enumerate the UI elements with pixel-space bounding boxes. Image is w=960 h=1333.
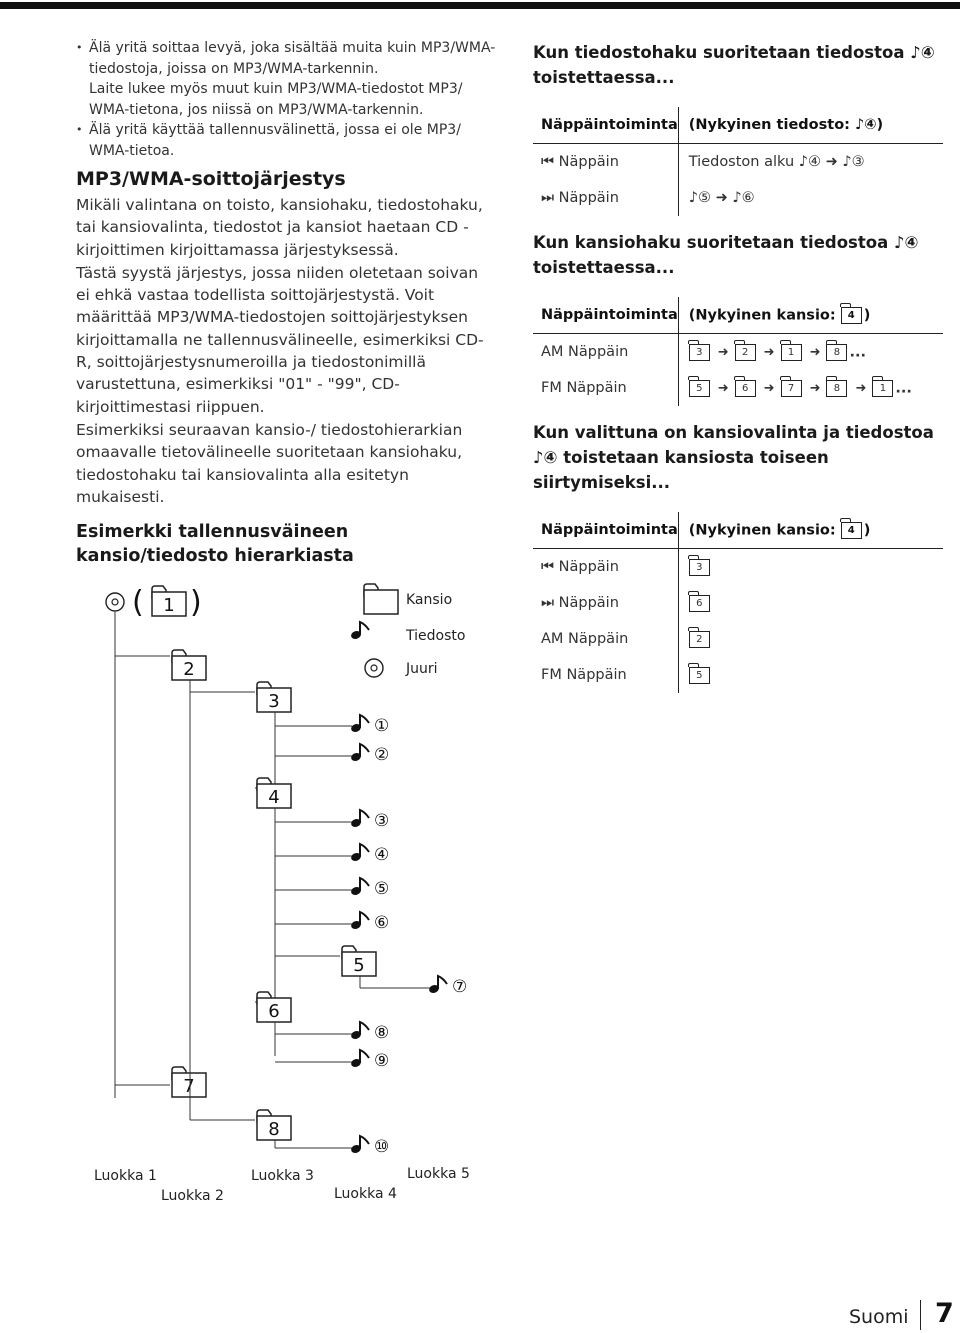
arrow-right-icon: ➜ (763, 380, 775, 396)
file-label: ② (374, 745, 390, 765)
folder-icon: 5 (689, 380, 710, 397)
folder-icon: 1 (872, 380, 893, 397)
arrow-right-icon: ➜ (809, 344, 821, 360)
arrow-right-icon: ➜ (855, 380, 867, 396)
left-column (76, 38, 496, 568)
file-label: ③ (374, 811, 390, 831)
table-header-key: Näppäintoiminta (533, 512, 678, 549)
level-label: Luokka 2 (161, 1188, 224, 1204)
music-note-icon (360, 622, 369, 635)
table-header-key: Näppäintoiminta (533, 297, 678, 334)
folder-icon: 2 (689, 631, 710, 648)
music-note-icon (360, 1136, 369, 1149)
file-label: ④ (374, 845, 390, 865)
file-label: ① (374, 716, 390, 736)
paren-close: ) (190, 585, 202, 620)
table-header-value: (Nykyinen tiedosto: ♪④) (678, 107, 943, 144)
level-label: Luokka 3 (251, 1168, 314, 1184)
level-label: Luokka 4 (334, 1186, 397, 1202)
paren-open: ( (132, 585, 144, 620)
folder-icon: 3 (689, 559, 710, 576)
table-row (533, 334, 943, 371)
music-note-icon (360, 912, 369, 925)
hierarchy-svg (90, 580, 510, 1220)
table-row (533, 144, 943, 181)
folder-label: 5 (353, 955, 365, 976)
key-label: ⏮ Näppäin (533, 144, 678, 181)
ellipsis: ... (849, 344, 866, 360)
music-note-icon (360, 878, 369, 891)
folder-icon: 3 (689, 344, 710, 361)
file-label: ⑦ (452, 977, 468, 997)
music-note-icon (438, 976, 447, 989)
folder-icon: 7 (781, 380, 802, 397)
example-title: Esimerkki tallennusväineen kansio/tiedosto hierarkiasta (76, 522, 354, 567)
table-row (533, 180, 943, 216)
footer-divider (920, 1300, 921, 1330)
result-value: Tiedoston alku ♪④ ➜ ♪③ (688, 154, 865, 170)
table-row (533, 585, 943, 621)
folder-label: 8 (268, 1119, 280, 1140)
folder-icon: 8 (826, 380, 847, 397)
legend-root-label: Juuri (406, 661, 438, 677)
folder-icon: 2 (735, 344, 756, 361)
music-note-icon (360, 744, 369, 757)
note-list (76, 38, 496, 161)
file-search-heading: Kun tiedostohaku suoritetaan tiedostoa ♪④ toistettaessa... (533, 43, 935, 87)
legend-file-label: Tiedosto (406, 628, 466, 644)
file-label: ⑤ (374, 879, 390, 899)
key-label: ⏭ Näppäin (533, 585, 678, 621)
table-row (533, 370, 943, 406)
folder-icon: 6 (689, 595, 710, 612)
disc-root-icon (112, 599, 118, 605)
music-note-icon (360, 810, 369, 823)
table-header-value (678, 512, 943, 549)
folder-icon: 5 (689, 667, 710, 684)
table-row (533, 621, 943, 657)
arrow-right-icon: ➜ (717, 344, 729, 360)
level-label: Luokka 1 (94, 1168, 157, 1184)
paragraph: Tästä syystä järjestys, jossa niiden oletetaan soivan ei ehkä vastaa todellista soittojärjestystä. Voit määrittää MP3/WMA-tiedostojen soittojärjestyksen kirjoittamalla ne tallennusvälineelle, esimerkiksi CD-R, soittojärjestysnumeroilla ja tiedostonimillä varustettuna, esimerkiksi "01" - "99", CD-kirjoittimestasi riippuen. (76, 263, 484, 416)
paragraph: Esimerkiksi seuraavan kansio-/ tiedostohierarkian omaavalle tietovälineelle suoritetaan kansiohaku, tiedostohaku tai kansiovalinta alla esitetyn mukaisesti. (76, 420, 463, 506)
footer-language: Suomi (849, 1306, 909, 1328)
folder-select-table (533, 512, 943, 693)
folder-icon: 8 (826, 344, 847, 361)
folder-label: 7 (183, 1076, 195, 1097)
top-rule (0, 2, 960, 9)
section-title: MP3/WMA-soittojärjestys (76, 168, 346, 190)
folder-icon (364, 590, 398, 614)
page-number: 7 (935, 1298, 954, 1329)
folder-label: 1 (163, 595, 175, 616)
folder-sequence (678, 370, 943, 406)
folder-label: 6 (268, 1001, 280, 1022)
folder-icon: 4 (841, 307, 862, 324)
folder-label: 2 (183, 659, 195, 680)
table-row (533, 657, 943, 693)
table-row (533, 549, 943, 586)
arrow-right-icon: ➜ (717, 380, 729, 396)
folder-icon: 4 (841, 522, 862, 539)
header-suffix: ) (863, 307, 871, 323)
file-label: ⑨ (374, 1051, 390, 1071)
header-suffix: ) (863, 522, 871, 538)
disc-root-icon (106, 593, 124, 611)
folder-label: 3 (268, 691, 280, 712)
folder-sequence (678, 334, 943, 371)
ellipsis: ... (895, 380, 912, 396)
music-note-icon (360, 844, 369, 857)
folder-select-heading: Kun valittuna on kansiovalinta ja tiedostoa ♪④ toistetaan kansiosta toiseen siirtymiseksi... (533, 423, 934, 492)
note-item: • Älä yritä soittaa levyä, joka sisältää muita kuin MP3/WMA-tiedostoja, joissa on MP3/WMA-tarkennin. (76, 38, 496, 79)
note-item: Laite lukee myös muut kuin MP3/WMA-tiedostot MP3/ WMA-tietona, jos niissä on MP3/WMA-tarkennin. (89, 81, 463, 118)
folder-icon: 1 (781, 344, 802, 361)
table-header-key: Näppäintoiminta (533, 107, 678, 144)
folder-icon: 6 (735, 380, 756, 397)
key-label: AM Näppäin (533, 334, 678, 371)
folder-label: 4 (268, 787, 280, 808)
file-label: ⑧ (374, 1023, 390, 1043)
header-prefix: (Nykyinen kansio: (688, 307, 841, 323)
level-label: Luokka 5 (407, 1166, 470, 1182)
music-note-icon (360, 715, 369, 728)
hierarchy-diagram (90, 580, 510, 1220)
disc-root-icon (371, 665, 377, 671)
note-item: • Älä yritä käyttää tallennusvälinettä, jossa ei ole MP3/ WMA-tietoa. (76, 120, 496, 161)
file-label: ⑩ (374, 1137, 390, 1157)
file-search-table (533, 107, 943, 216)
arrow-right-icon: ➜ (763, 344, 775, 360)
table-header-value (678, 297, 943, 334)
key-label: FM Näppäin (533, 657, 678, 693)
result-value: ♪⑤ ➜ ♪⑥ (688, 190, 755, 206)
folder-search-heading: Kun kansiohaku suoritetaan tiedostoa ♪④ toistettaessa... (533, 233, 919, 277)
key-label: ⏮ Näppäin (533, 549, 678, 586)
key-label: ⏭ Näppäin (533, 180, 678, 216)
music-note-icon (360, 1050, 369, 1063)
right-column (533, 40, 943, 707)
file-label: ⑥ (374, 913, 390, 933)
header-prefix: (Nykyinen kansio: (688, 522, 841, 538)
folder-search-table (533, 297, 943, 406)
disc-root-icon (365, 659, 383, 677)
paragraph: Mikäli valintana on toisto, kansiohaku, tiedostohaku, tai kansiovalinta, tiedostot ja kansiot haetaan CD -kirjoittimen kirjoittamassa järjestyksessä. (76, 196, 483, 259)
key-label: FM Näppäin (533, 370, 678, 406)
legend-folder-label: Kansio (406, 592, 453, 608)
music-note-icon (360, 1022, 369, 1035)
arrow-right-icon: ➜ (809, 380, 821, 396)
key-label: AM Näppäin (533, 621, 678, 657)
